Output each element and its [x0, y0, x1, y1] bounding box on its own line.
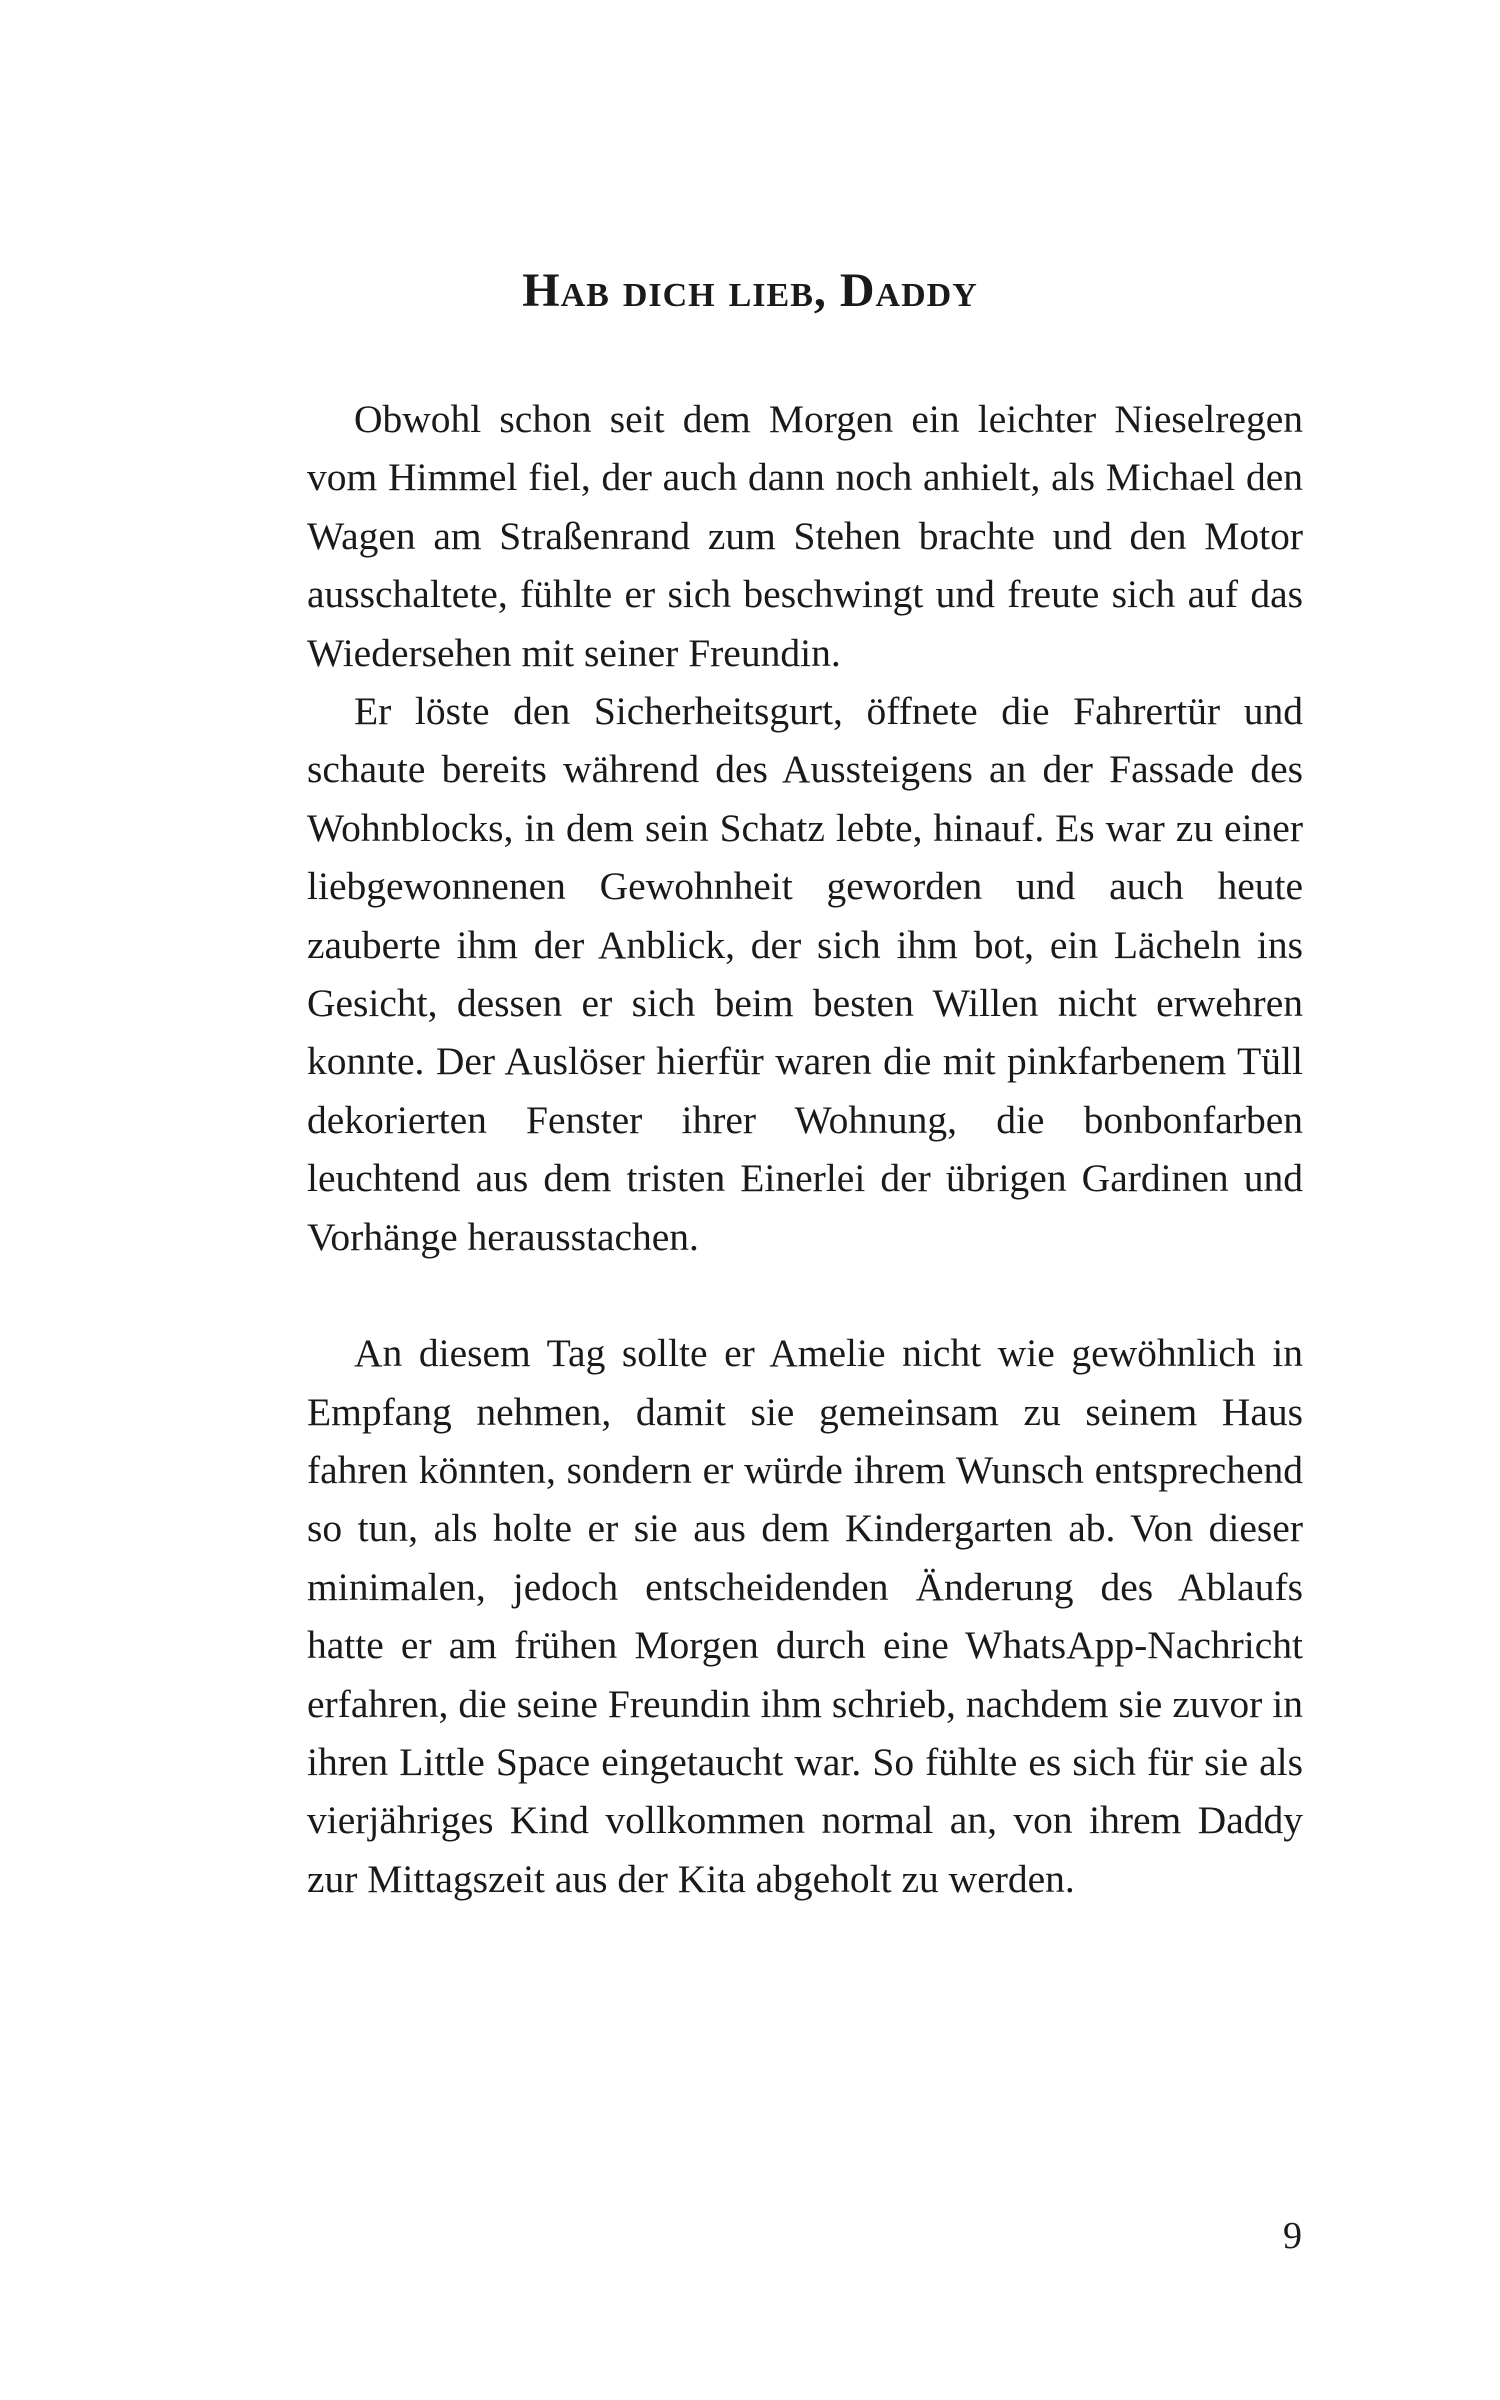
paragraph: Obwohl schon seit dem Morgen ein leichter Nieselregen vom Himmel fiel, der auch dann noch anhielt, als Michael den Wagen am Straßenrand zum Stehen brachte und den Motor ausschaltete, fühlte er sich beschwingt und freute sich auf das Wiedersehen mit seiner Freundin. [307, 397, 1303, 675]
chapter-body [307, 390, 1303, 1908]
chapter-title: Hab dich lieb, Daddy [522, 264, 978, 317]
page-number: 9 [1283, 2215, 1302, 2257]
paragraph: An diesem Tag sollte er Amelie nicht wie gewöhnlich in Empfang nehmen, damit sie gemeinsam zu seinem Haus fahren könnten, sondern er würde ihrem Wunsch entsprechend so tun, als holte er sie aus dem Kindergarten ab. Von dieser minimalen, jedoch entscheidenden Änderung des Ablaufs hatte er am frühen Morgen durch eine WhatsApp-Nachricht erfahren, die seine Freundin ihm schrieb, nachdem sie zuvor in ihren Little Space eingetaucht war. So fühlte es sich für sie als vierjähriges Kind vollkommen normal an, von ihrem Daddy zur Mittagszeit aus der Kita abgeholt zu werden. [307, 1331, 1303, 1901]
paragraph: Er löste den Sicherheitsgurt, öffnete die Fahrertür und schaute bereits während des Aussteigens an der Fassade des Wohnblocks, in dem sein Schatz lebte, hinauf. Es war zu einer liebgewonnenen Gewohnheit geworden und auch heute zauberte ihm der Anblick, der sich ihm bot, ein Lächeln ins Gesicht, dessen er sich beim besten Willen nicht erwehren konnte. Der Auslöser hierfür waren die mit pinkfarbenem Tüll dekorierten Fenster ihrer Wohnung, die bonbonfarben leuchtend aus dem tristen Einerlei der übrigen Gardinen und Vorhänge herausstachen. [307, 689, 1303, 1259]
